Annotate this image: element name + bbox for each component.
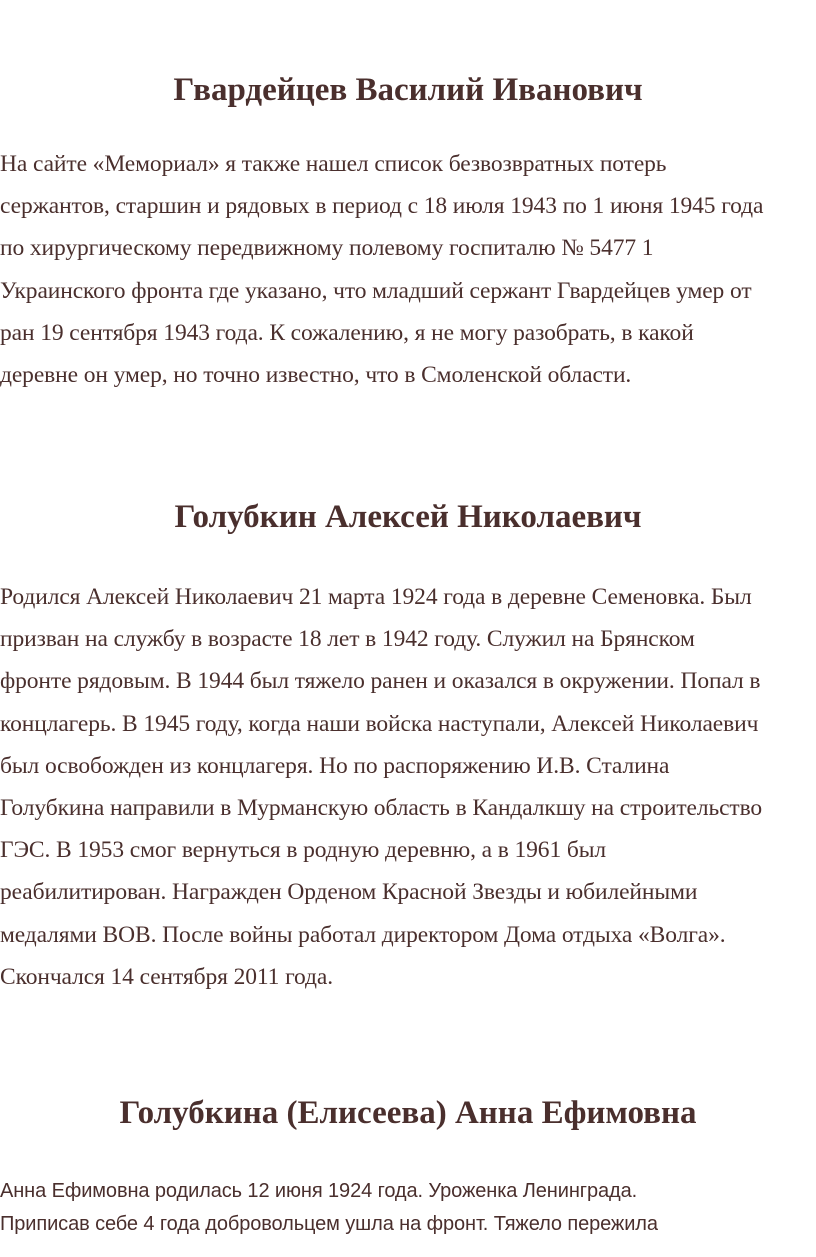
paragraph-line: ран 19 сентября 1943 года. К сожалению, я не могу разобрать, в какой: [0, 319, 694, 346]
paragraph-line: Скончался 14 сентября 2011 года.: [0, 963, 333, 990]
paragraph-line: медалями ВОВ. После войны работал директором Дома отдыха «Волга».: [0, 921, 726, 948]
paragraph-line: Голубкина направили в Мурманскую область в Кандалкшу на строительство: [0, 794, 763, 821]
paragraph-line: реабилитирован. Награжден Орденом Красной Звезды и юбилейными: [0, 879, 698, 906]
paragraph-line: Анна Ефимовна родилась 12 июня 1924 года. Уроженка Ленинграда.: [0, 1180, 638, 1202]
section-heading-golubkin: Голубкин Алексей Николаевич: [174, 499, 642, 535]
paragraph-line: призван на службу в возрасте 18 лет в 1942 году. Служил на Брянском: [0, 626, 695, 653]
section-heading-golubkina: Голубкина (Елисеева) Анна Ефимовна: [119, 1095, 697, 1131]
paragraph-line: по хирургическому передвижному полевому госпиталю № 5477 1: [0, 235, 654, 262]
paragraph-line: На сайте «Мемориал» я также нашел список безвозвратных потерь: [0, 151, 667, 177]
paragraph-line: фронте рядовым. В 1944 был тяжело ранен и оказался в окружении. Попал в: [0, 668, 761, 695]
paragraph-line: концлагерь. В 1945 году, когда наши войска наступали, Алексей Николаевич: [0, 710, 759, 737]
paragraph-gvardeytsev: [0, 143, 763, 396]
paragraph-line: деревне он умер, но точно известно, что в Смоленской области.: [0, 361, 632, 388]
paragraph-line: ГЭС. В 1953 смог вернуться в родную деревню, а в 1961 был: [0, 837, 607, 864]
paragraph-line: Родился Алексей Николаевич 21 марта 1924 года в деревне Семеновка. Был: [0, 584, 752, 610]
paragraph-line: Приписав себе 4 года добровольцем ушла на фронт. Тяжело пережила: [0, 1213, 658, 1235]
paragraph-line: был освобожден из концлагеря. Но по распоряжению И.В. Сталина: [0, 752, 670, 779]
paragraph-golubkina: [0, 1175, 658, 1241]
paragraph-line: сержантов, старшин и рядовых в период с 18 июля 1943 по 1 июня 1945 года: [0, 193, 764, 220]
paragraph-golubkin: [0, 576, 762, 998]
paragraph-line: Украинского фронта где указано, что младший сержант Гвардейцев умер от: [0, 277, 752, 304]
section-heading-gvardeytsev: Гвардейцев Василий Иванович: [173, 72, 643, 108]
